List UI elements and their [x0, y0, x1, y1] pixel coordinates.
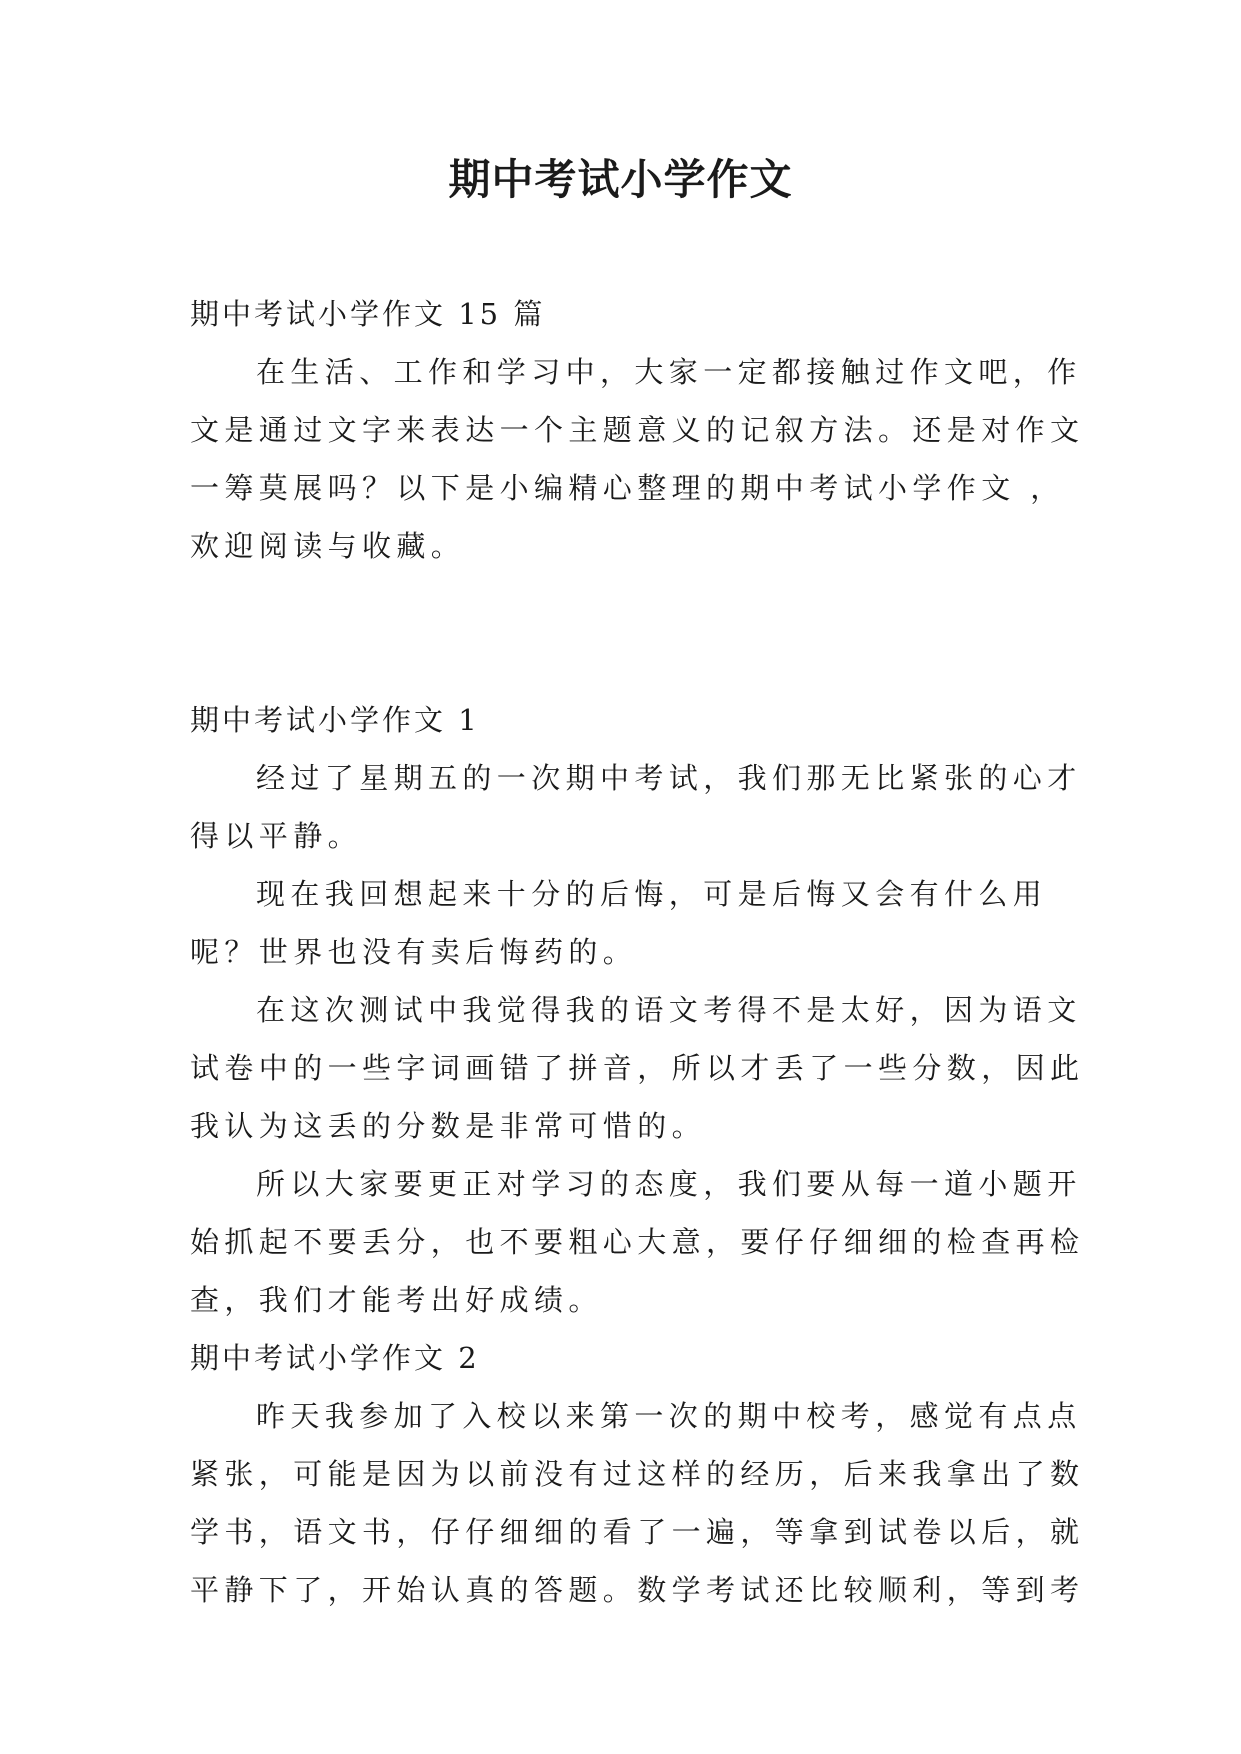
text-line: 我认为这丢的分数是非常可惜的。 — [190, 1109, 707, 1143]
text-line: 一筹莫展吗？以下是小编精心整理的期中考试小学作文 ， — [190, 471, 1065, 505]
essay-1-paragraph-3 — [190, 981, 1085, 1155]
essay-1-heading: 期中考试小学作文 1 — [190, 703, 480, 737]
text-line: 在这次测试中我觉得我的语文考得不是太好，因为语文 — [256, 993, 1082, 1027]
text-line: 试卷中的一些字词画错了拼音，所以才丢了一些分数，因此 — [190, 1051, 1085, 1085]
text-line: 所以大家要更正对学习的态度，我们要从每一道小题开 — [256, 1167, 1082, 1201]
section-spacer — [190, 575, 1052, 691]
intro-paragraph — [190, 343, 1085, 575]
essay-1-paragraph-4 — [190, 1155, 1085, 1329]
text-line: 昨天我参加了入校以来第一次的期中校考，感觉有点点 — [256, 1399, 1082, 1433]
text-line: 现在我回想起来十分的后悔，可是后悔又会有什么用 — [256, 877, 1048, 911]
essay-2-paragraph-1 — [190, 1387, 1085, 1619]
text-line: 在生活、工作和学习中，大家一定都接触过作文吧，作 — [256, 355, 1082, 389]
text-line: 始抓起不要丢分，也不要粗心大意，要仔仔细细的检查再检 — [190, 1225, 1085, 1259]
text-line: 查，我们才能考出好成绩。 — [190, 1283, 603, 1317]
essay-1-paragraph-2 — [190, 865, 1052, 981]
essay-1-paragraph-1 — [190, 749, 1082, 865]
text-line: 呢？世界也没有卖后悔药的。 — [190, 935, 638, 969]
document-title: 期中考试小学作文 — [448, 155, 793, 204]
document-body — [190, 285, 1085, 1619]
essay-2-heading: 期中考试小学作文 2 — [190, 1341, 480, 1375]
text-line: 得以平静。 — [190, 819, 363, 853]
text-line: 文是通过文字来表达一个主题意义的记叙方法。还是对作文 — [190, 413, 1085, 447]
text-line: 紧张，可能是因为以前没有过这样的经历，后来我拿出了数 — [190, 1457, 1085, 1491]
text-line: 平静下了，开始认真的答题。数学考试还比较顺利，等到考 — [190, 1573, 1085, 1607]
text-line: 经过了星期五的一次期中考试，我们那无比紧张的心才 — [256, 761, 1082, 795]
intro-heading: 期中考试小学作文 15 篇 — [190, 297, 546, 331]
text-line: 学书，语文书，仔仔细细的看了一遍，等拿到试卷以后，就 — [190, 1515, 1085, 1549]
text-line: 欢迎阅读与收藏。 — [190, 529, 466, 563]
